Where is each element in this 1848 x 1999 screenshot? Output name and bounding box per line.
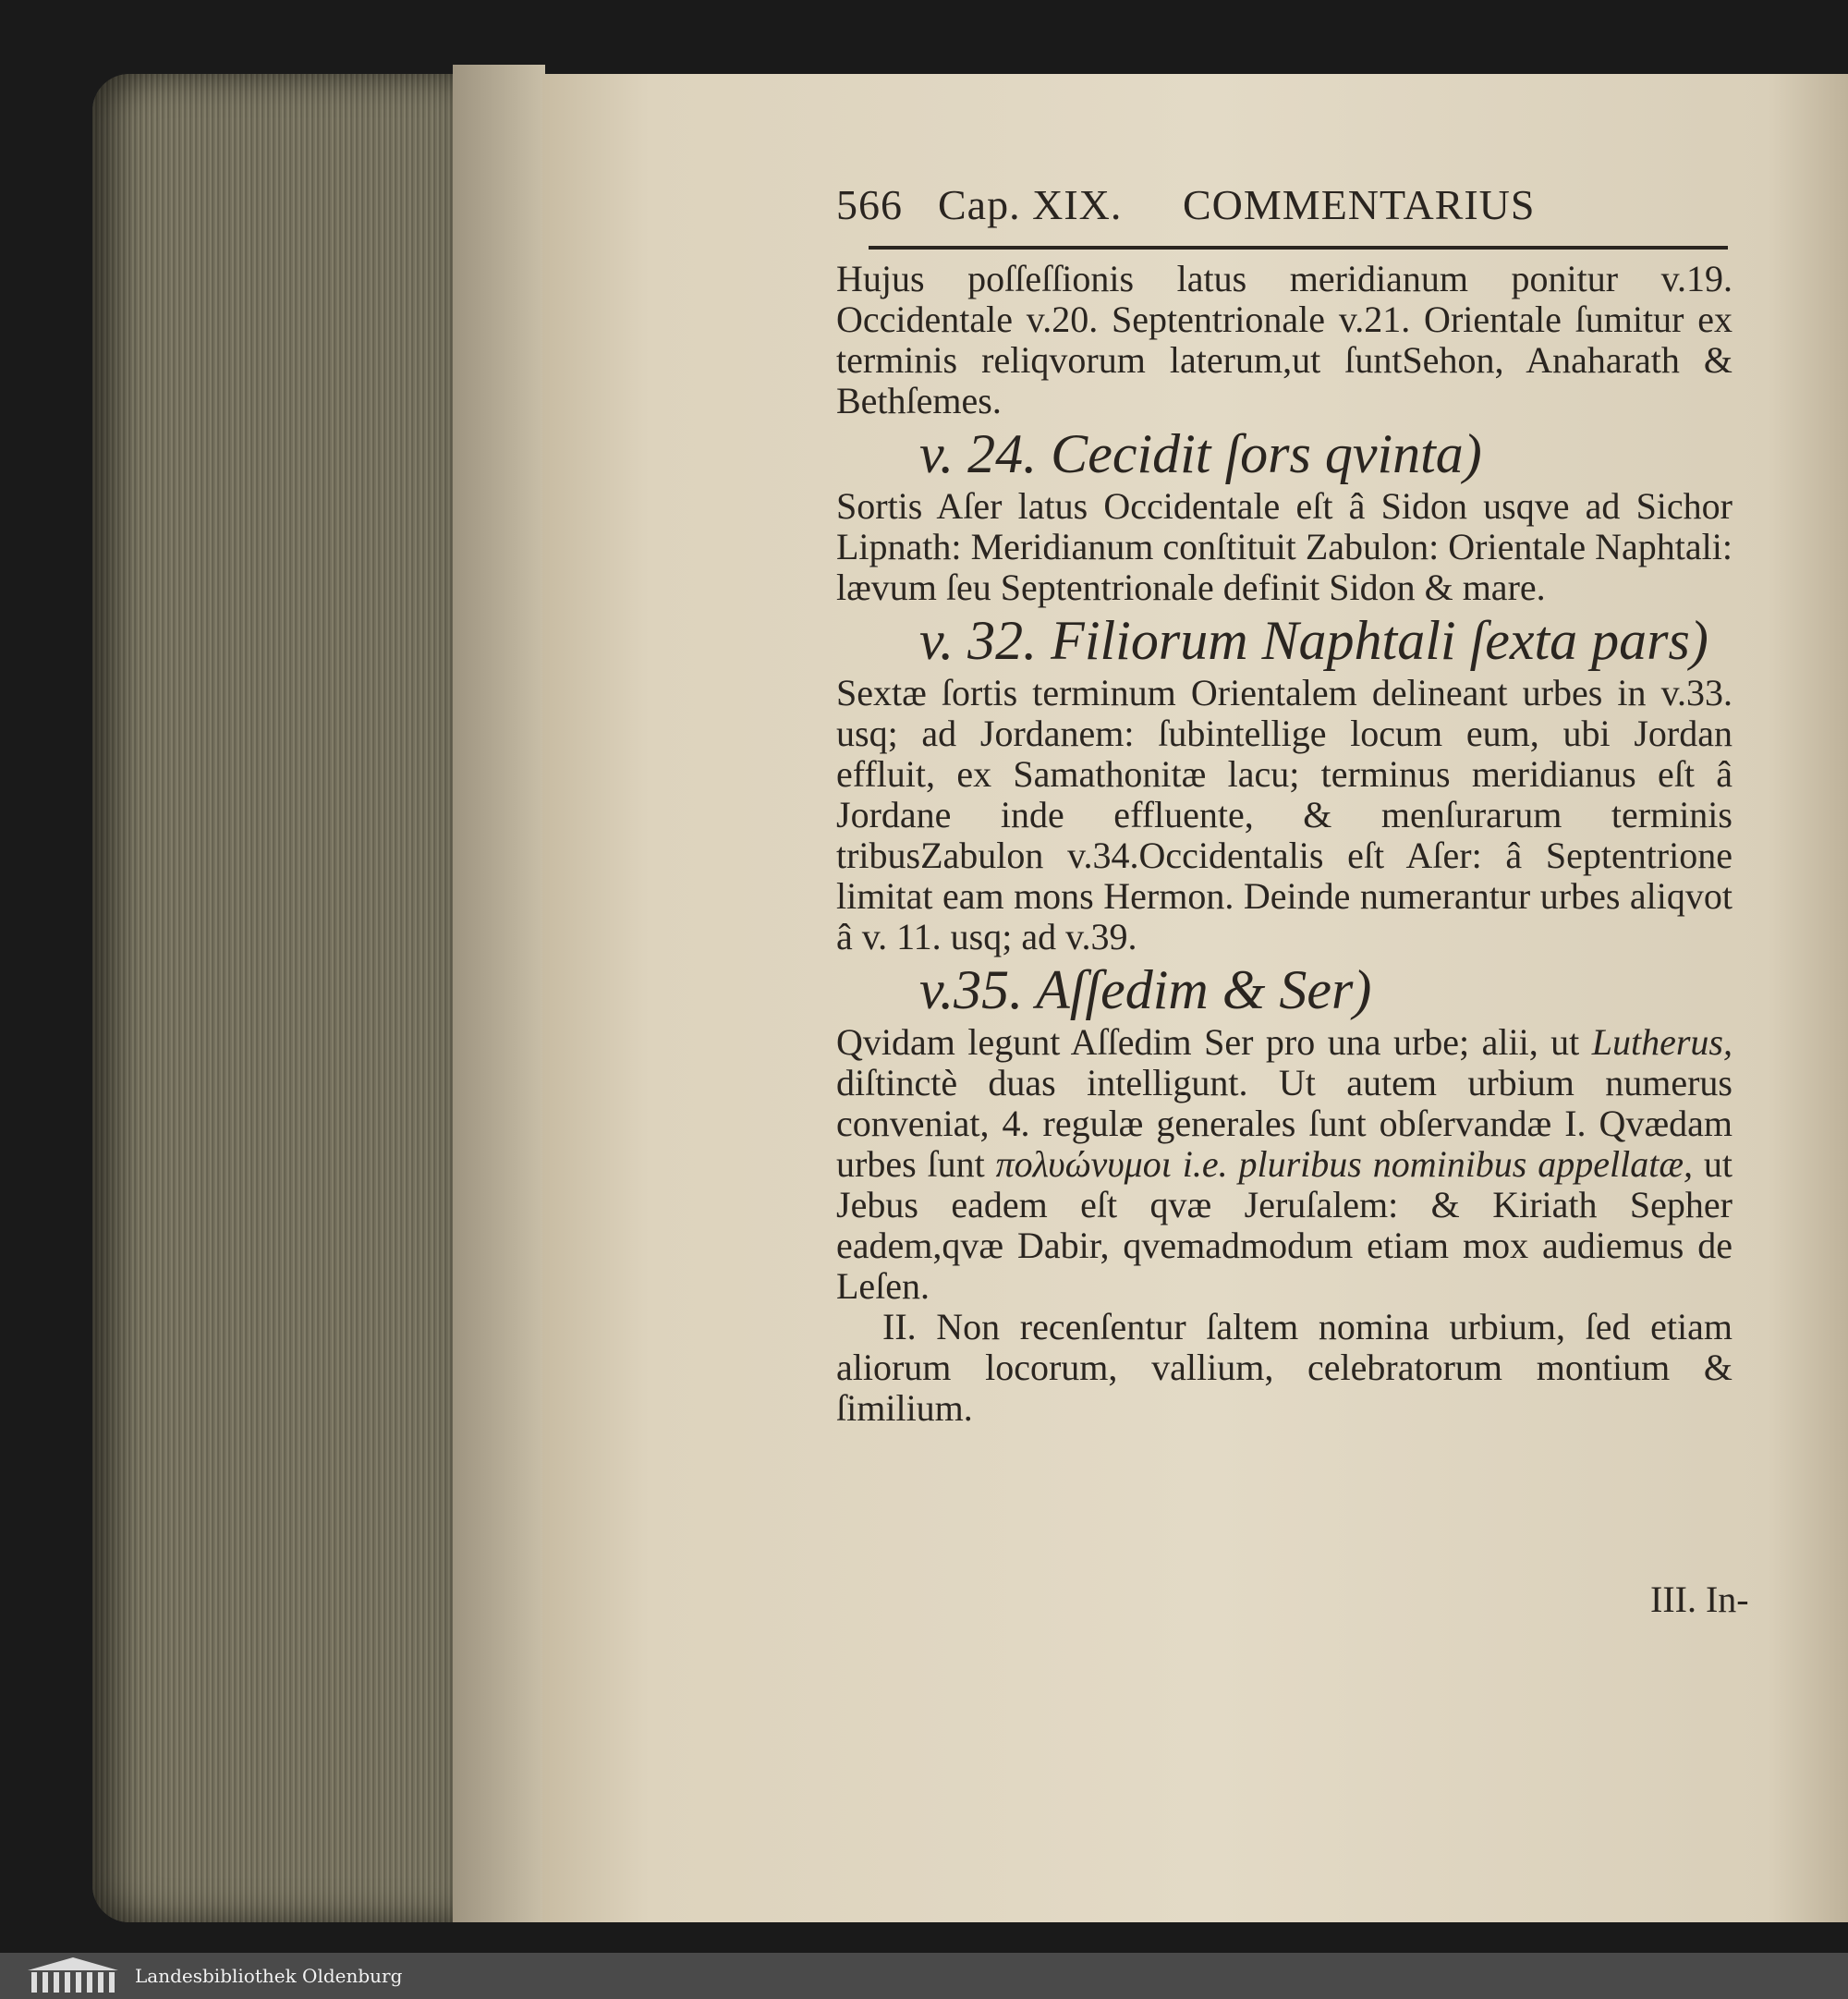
paragraph-4a: Qvidam legunt Aſſedim Ser pro una urbe; alii, ut bbox=[836, 1021, 1580, 1063]
verse-35-heading: v.35. Aſſedim & Ser) bbox=[919, 959, 1372, 1020]
author-name: Lutherus, bbox=[1591, 1021, 1732, 1063]
page-body bbox=[836, 259, 1732, 1429]
verse-32-heading: v. 32. Filiorum Naphtali ſexta pars) bbox=[919, 610, 1708, 671]
paragraph-5: II. Non recenſentur ſaltem nomina urbium, ſed etiam aliorum locorum, vallium, celebratorum montium & ſimilium. bbox=[836, 1306, 1732, 1429]
page-number: 566 bbox=[836, 181, 903, 228]
running-header bbox=[836, 180, 1732, 245]
running-title: COMMENTARIUS bbox=[1183, 181, 1536, 228]
header-rule bbox=[869, 246, 1728, 250]
greek-term: πολυώνυμοι i.e. pluribus nominibus appellatæ, bbox=[995, 1143, 1694, 1185]
paragraph-3: Sextæ ſortis terminum Orientalem delineant urbes in v.33. usq; ad Jordanem: ſubintellige locum eum, ubi Jordan effluit, ex Samathonitæ lacu; terminus meridianus eſt â Jordane inde effluente, & menſurarum terminis tribusZabulon v.34.Occidentalis eſt Aſer: â Septentrione limitat eam mons Hermon. Deinde numerantur urbes aliqvot â v. 11. usq; ad v.39. bbox=[836, 672, 1732, 957]
verse-24-heading: v. 24. Cecidit ſors qvinta) bbox=[919, 423, 1482, 484]
library-building-icon bbox=[28, 1957, 118, 1994]
chapter-label: Cap. XIX. bbox=[938, 181, 1123, 228]
paragraph-1: Hujus poſſeſſionis latus meridianum ponitur v.19. Occidentale v.20. Septentrionale v.21. Orientale ſumitur ex terminis reliqvorum laterum,ut ſuntSehon, Anaharath & Bethſemes. bbox=[836, 258, 1732, 421]
page-stack-edge bbox=[92, 74, 453, 1922]
library-name: Landesbibliothek Oldenburg bbox=[135, 1965, 403, 1987]
footer-bar bbox=[0, 1953, 1848, 1999]
page-gutter bbox=[453, 65, 545, 1922]
catchword: III. In- bbox=[1650, 1578, 1749, 1620]
paragraph-4c: ut Jebus eadem eſt qvæ Jeruſalem: & Kiriath Sepher eadem,qvæ Dabir, qvemadmodum etiam mox audiemus de Leſen. bbox=[836, 1143, 1733, 1307]
paragraph-4 bbox=[836, 1022, 1732, 1307]
paragraph-2: Sortis Aſer latus Occidentale eſt â Sidon usqve ad Sichor Lipnath: Meridianum conſtituit Zabulon: Orientale Naphtali: lævum ſeu Septentrionale definit Sidon & mare. bbox=[836, 485, 1732, 608]
paragraph-4b: diſtinctè duas intelligunt. Ut autem urbium numerus conveniat, 4. regulæ generales ſunt obſervandæ I. Qvædam urbes ſunt bbox=[836, 1062, 1732, 1185]
